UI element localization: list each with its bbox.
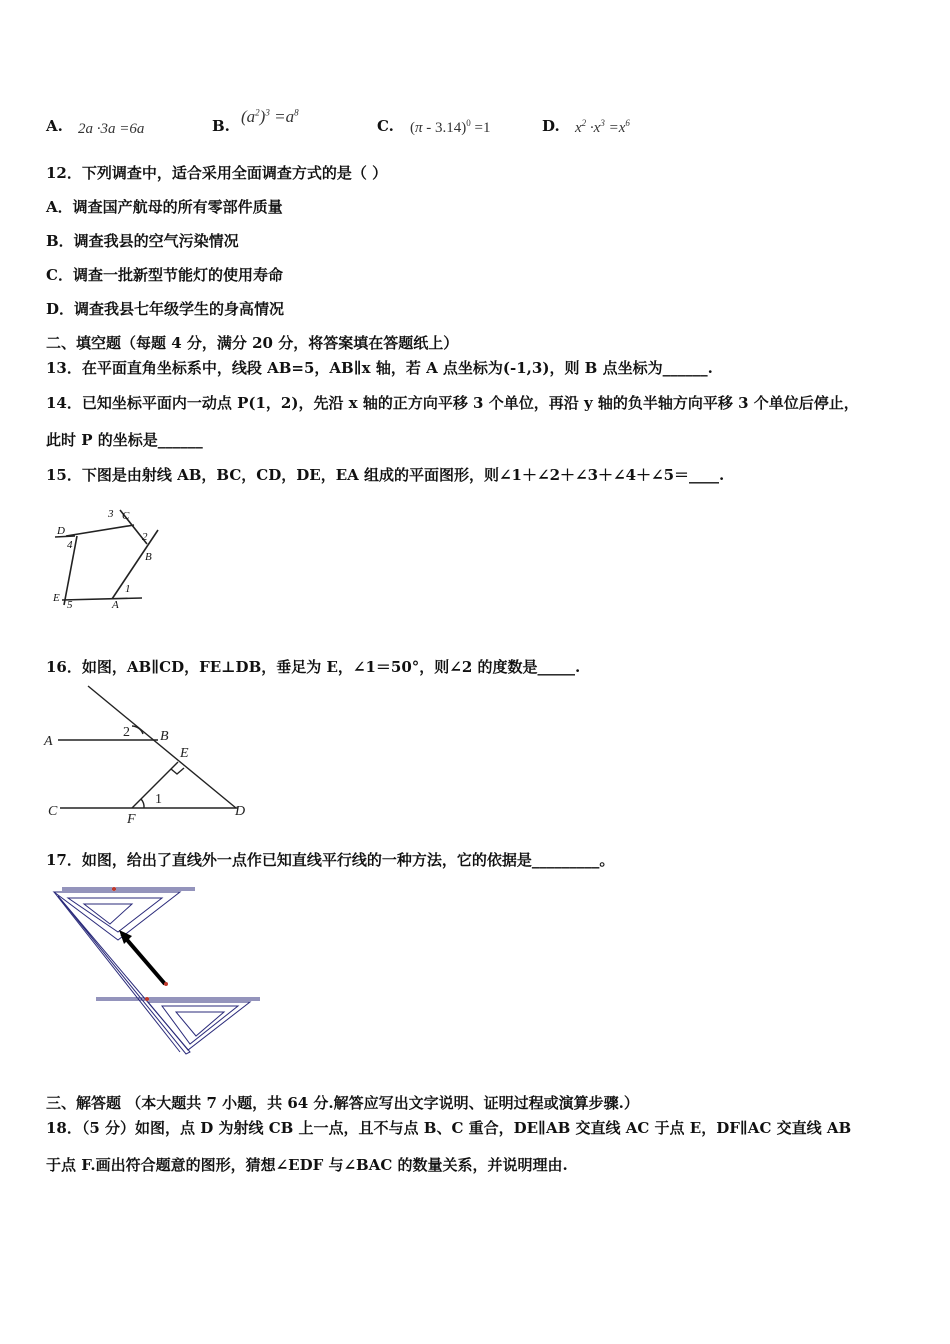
q16-label-f: F [127, 812, 136, 827]
q16-label-c: C [48, 804, 58, 819]
q16-text: 16．如图，AB∥CD，FE⊥DB，垂足为 E，∠1＝50°，则∠2 的度数是_____. [46, 658, 581, 676]
q12-stem: 12．下列调查中，适合采用全面调查方式的是（ ） [46, 164, 388, 182]
q17-figure [50, 880, 270, 1060]
q11-option-d-expr: $x^2 \cdot x^3 =x^6$ [575, 118, 630, 136]
q14-text-line2: 此时 P 的坐标是______ [46, 431, 203, 449]
q16-label-2: 2 [123, 725, 130, 740]
q15-label-2: 2 [142, 531, 148, 543]
q15-text: 15．下图是由射线 AB，BC，CD，DE，EA 组成的平面图形，则∠1＋∠2＋∠3＋∠4＋∠5＝____. [46, 466, 725, 484]
q16-figure [40, 682, 260, 830]
q11-option-b-letter: B. [212, 117, 230, 135]
q15-label-c: C [122, 510, 130, 522]
q16-label-a: A [44, 734, 53, 749]
q15-figure [50, 500, 170, 620]
q11-option-b-expr: $(a^2)^3 =a^8$ [241, 107, 299, 126]
q11-option-d-letter: D. [542, 117, 560, 135]
q15-label-5: 5 [67, 599, 73, 611]
q15-label-4: 4 [67, 539, 73, 551]
q17-text: 17．如图，给出了直线外一点作已知直线平行线的一种方法，它的依据是_________。 [46, 851, 615, 869]
q15-label-e: E [53, 592, 60, 604]
q18-text-line1: 18．（5 分）如图，点 D 为射线 CB 上一点，且不与点 B、C 重合，DE∥AB 交直线 AC 于点 E，DF∥AC 交直线 AB [46, 1119, 852, 1137]
section-2-heading: 二、填空题（每题 4 分，满分 20 分，将答案填在答题纸上） [46, 334, 459, 352]
q12-option-b: B．调查我县的空气污染情况 [46, 232, 239, 250]
q15-label-a: A [112, 599, 119, 611]
q15-label-d: D [57, 525, 65, 537]
q12-option-d: D．调查我县七年级学生的身高情况 [46, 300, 285, 318]
q14-text-line1: 14．已知坐标平面内一动点 P(1，2)，先沿 x 轴的正方向平移 3 个单位，再沿 y 轴的负半轴方向平移 3 个单位后停止， [46, 394, 859, 412]
q16-label-d: D [235, 804, 246, 819]
q16-label-1: 1 [155, 792, 162, 807]
q15-label-1: 1 [125, 583, 131, 595]
q12-option-a: A．调查国产航母的所有零部件质量 [46, 198, 283, 216]
q11-option-a-letter: A. [46, 117, 63, 135]
q16-label-b: B [160, 729, 169, 744]
q11-option-c-expr: (π - 3.14)$^0$ =1 [410, 118, 491, 136]
q12-option-c: C．调查一批新型节能灯的使用寿命 [46, 266, 283, 284]
q15-label-b: B [145, 551, 152, 563]
q18-text-line2: 于点 F.画出符合题意的图形，猜想∠EDF 与∠BAC 的数量关系，并说明理由. [46, 1156, 568, 1174]
q11-option-c-letter: C. [377, 117, 394, 135]
q15-label-3: 3 [108, 508, 114, 520]
section-3-heading: 三、解答题 （本大题共 7 小题，共 64 分.解答应写出文字说明、证明过程或演算步骤.） [46, 1094, 639, 1112]
q16-label-e: E [180, 746, 189, 761]
q11-option-a-expr: 2a ·3a =6a [78, 121, 145, 137]
q13-text: 13．在平面直角坐标系中，线段 AB=5，AB∥x 轴，若 A 点坐标为(-1,3)，则 B 点坐标为______. [46, 359, 713, 377]
